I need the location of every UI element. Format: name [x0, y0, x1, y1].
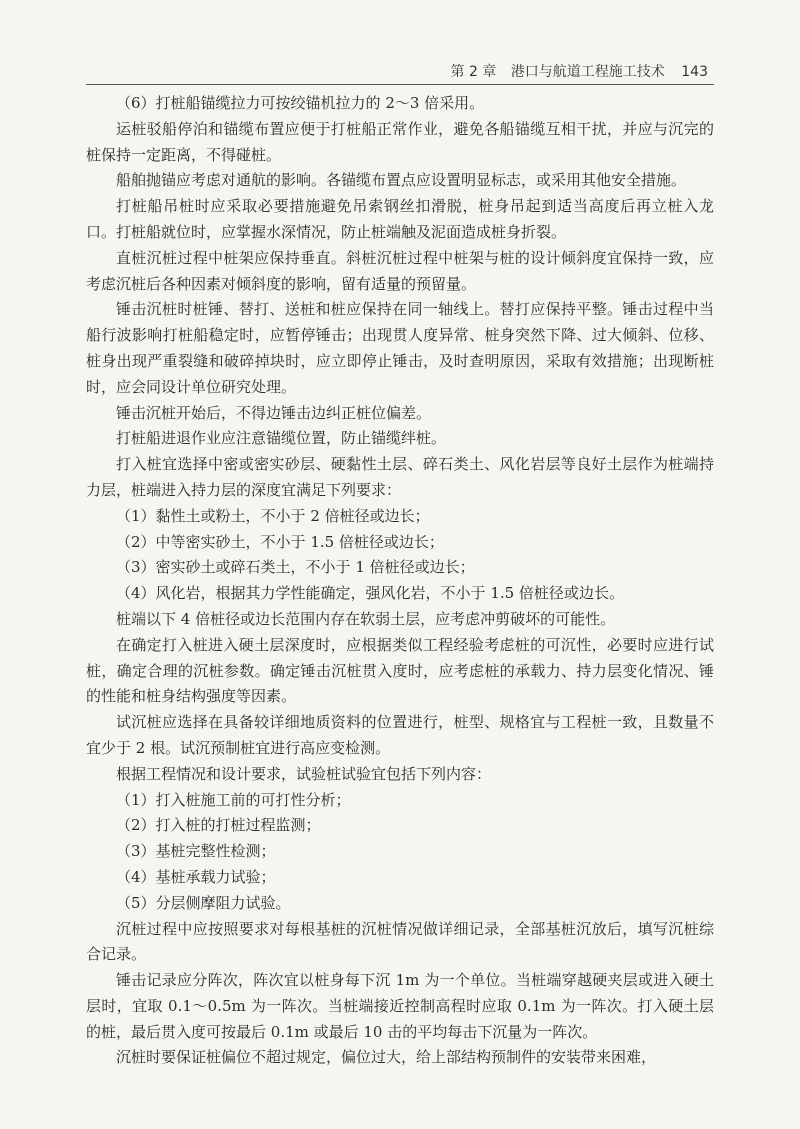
list-item: （2）打入桩的打桩过程监测；	[116, 816, 321, 835]
chapter-title: 港口与航道工程施工技术	[510, 64, 665, 80]
list-item: （1）打入桩施工前的可打性分析；	[116, 790, 351, 809]
paragraph: 沉桩时要保证桩偏位不超过规定，偏位过大，给上部结构预制件的安装带来困难，	[116, 1048, 657, 1067]
list-item: （3）密实砂土或碎石类土，不小于 1 倍桩径或边长；	[116, 558, 475, 577]
paragraph: 锤击记录应分阵次，阵次宜以桩身每下沉 1m 为一个单位。当桩端穿越硬夹层或进入硬土层时，宜取 0.1～0.5m 为一阵次。当桩端接近控制高程时应取 0.1m 为一阵次。打入硬土层的桩，最后贯入度可按最后 0.1m 或最后 10 击的平均每击下沉量为一阵次。	[86, 971, 714, 1041]
page-number: 143	[681, 64, 708, 80]
paragraph: 锤击沉桩时桩锤、替打、送桩和桩应保持在同一轴线上。替打应保持平整。锤击过程中当船行波影响打桩船稳定时，应暂停锤击；出现贯人度异常、桩身突然下降、过大倾斜、位移、桩身出现严重裂缝和破碎掉块时，应立即停止锤击，及时查明原因，采取有效措施；出现断桩时，应会同设计单位研究处理。	[86, 300, 714, 396]
paragraph: 打桩船进退作业应注意锚缆位置，防止锚缆绊桩。	[116, 429, 447, 448]
body-text	[86, 91, 714, 1071]
paragraph: 运桩驳船停泊和锚缆布置应便于打桩船正常作业，避免各船锚缆互相干扰，并应与沉完的桩保持一定距离，不得碰桩。	[86, 119, 714, 164]
chapter-label: 第 2 章	[450, 64, 497, 80]
list-item: （4）基桩承载力试验；	[116, 867, 276, 886]
list-item: （3）基桩完整性检测；	[116, 842, 276, 861]
paragraph: 沉桩过程中应按照要求对每根基桩的沉桩情况做详细记录，全部基桩沉放后，填写沉桩综合记录。	[86, 919, 714, 964]
paragraph: （6）打桩船锚缆拉力可按绞锚机拉力的 2～3 倍采用。	[116, 94, 485, 112]
paragraph: 根据工程情况和设计要求，试验桩试验宜包括下列内容：	[116, 764, 492, 783]
list-item: （5）分层侧摩阻力试验。	[116, 893, 291, 912]
running-head	[451, 61, 708, 81]
paragraph: 试沉桩应选择在具备较详细地质资料的位置进行，桩型、规格宜与工程桩一致，且数量不宜少于 2 根。试沉预制桩宜进行高应变检测。	[86, 713, 714, 757]
list-item: （2）中等密实砂土，不小于 1.5 倍桩径或边长；	[116, 532, 444, 551]
paragraph: 打入桩宜选择中密或密实砂层、硬黏性土层、碎石类土、风化岩层等良好土层作为桩端持力层，桩端进入持力层的深度宜满足下列要求：	[86, 455, 714, 499]
page-header	[0, 0, 800, 88]
paragraph: 船舶抛锚应考虑对通航的影响。各锚缆布置点应设置明显标志，或采用其他安全措施。	[116, 171, 687, 190]
paragraph: 桩端以下 4 倍桩径或边长范围内存在软弱土层，应考虑冲剪破坏的可能性。	[116, 609, 616, 628]
header-rule	[86, 84, 714, 85]
list-item: （1）黏性土或粉土，不小于 2 倍桩径或边长；	[116, 506, 430, 525]
paragraph: 在确定打入桩进入硬土层深度时，应根据类似工程经验考虑桩的可沉性，必要时应进行试桩，确定合理的沉桩参数。确定锤击沉桩贯入度时，应考虑桩的承载力、持力层变化情况、锤的性能和桩身结构强度等因素。	[86, 635, 714, 706]
paragraph: 打桩船吊桩时应采取必要措施避免吊索钢丝扣滑脱，桩身吊起到适当高度后再立桩入龙口。打桩船就位时，应掌握水深情况，防止桩端触及泥面造成桩身折裂。	[86, 197, 714, 241]
paragraph: 直桩沉桩过程中桩架应保持垂直。斜桩沉桩过程中桩架与桩的设计倾斜度宜保持一致，应考虑沉桩后各种因素对倾斜度的影响，留有适量的预留量。	[86, 248, 714, 293]
paragraph: 锤击沉桩开始后，不得边锤击边纠正桩位偏差。	[116, 403, 432, 422]
list-item: （4）风化岩，根据其力学性能确定，强风化岩，不小于 1.5 倍桩径或边长。	[116, 584, 624, 603]
